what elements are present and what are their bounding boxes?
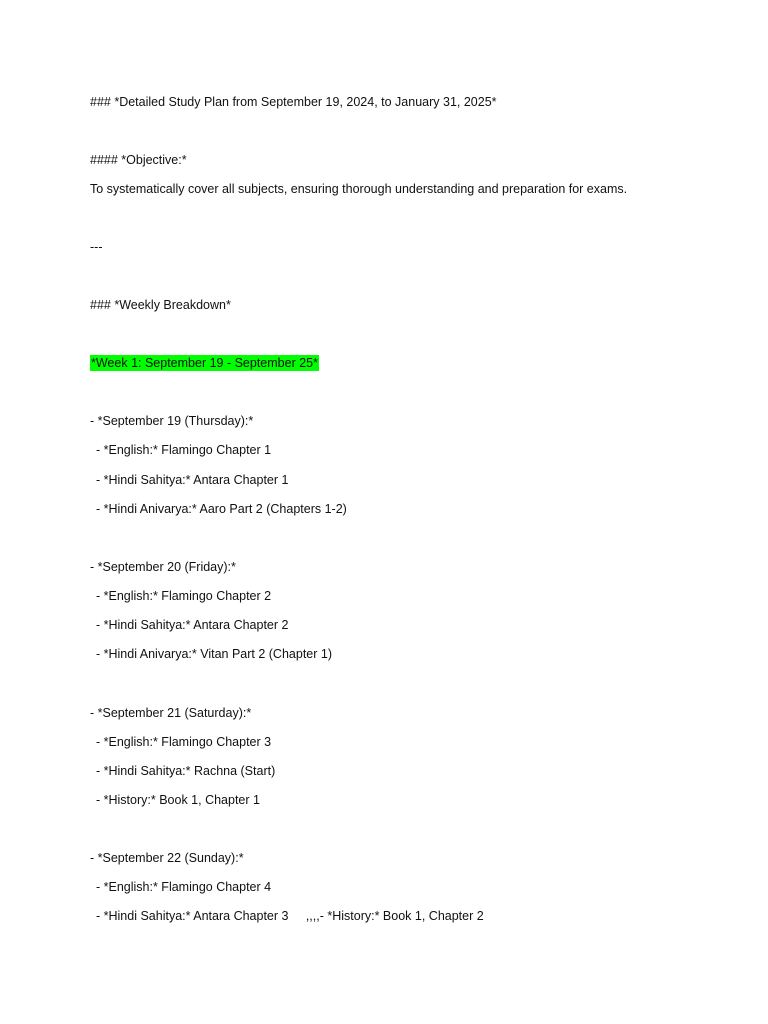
week1-highlight: *Week 1: September 19 - September 25*: [91, 356, 318, 370]
day-label: - *September 20 (Friday):*: [90, 560, 236, 574]
day-item: - *English:* Flamingo Chapter 4: [96, 880, 272, 894]
day-label: - *September 19 (Thursday):*: [90, 414, 254, 428]
day-item: - *Hindi Sahitya:* Antara Chapter 1: [96, 473, 289, 487]
day-item: - *Hindi Sahitya:* Rachna (Start): [96, 764, 276, 778]
day-label: - *September 21 (Saturday):*: [90, 706, 252, 720]
day-item: - *Hindi Sahitya:* Antara Chapter 2: [96, 618, 289, 632]
document-title: ### *Detailed Study Plan from September 19, 2024, to January 31, 2025*: [90, 95, 497, 109]
day-item: - *Hindi Anivarya:* Vitan Part 2 (Chapter 1): [96, 647, 332, 661]
day-item: - *English:* Flamingo Chapter 3: [96, 735, 272, 749]
day-item: - *Hindi Anivarya:* Aaro Part 2 (Chapters 1-2): [96, 502, 347, 516]
day-item: - *English:* Flamingo Chapter 2: [96, 589, 272, 603]
objective-text: To systematically cover all subjects, ensuring thorough understanding and preparation for exams.: [90, 182, 628, 196]
objective-heading: #### *Objective:*: [90, 153, 187, 167]
week1-heading: [90, 355, 319, 371]
weekly-heading: ### *Weekly Breakdown*: [90, 298, 231, 312]
day-item: - *Hindi Sahitya:* Antara Chapter 3 ,,,,- *History:* Book 1, Chapter 2: [96, 909, 484, 923]
separator: ---: [90, 240, 103, 254]
day-item: - *History:* Book 1, Chapter 1: [96, 793, 260, 807]
day-item: - *English:* Flamingo Chapter 1: [96, 443, 272, 457]
day-label: - *September 22 (Sunday):*: [90, 851, 244, 865]
